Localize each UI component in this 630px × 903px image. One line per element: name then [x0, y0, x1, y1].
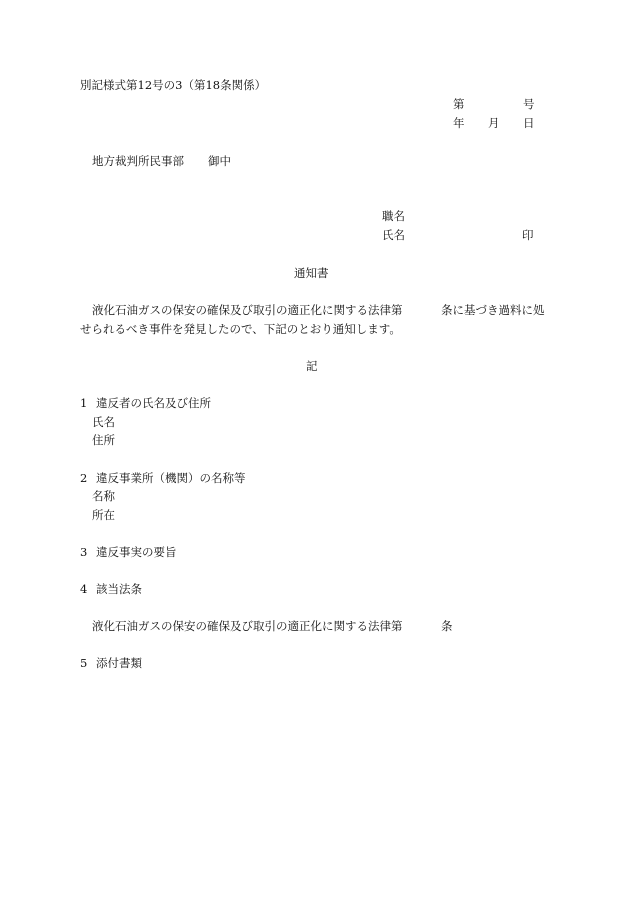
- document-title: 通知書: [294, 266, 329, 280]
- item5-label: 添付書類: [96, 656, 142, 670]
- item5-number: 5: [80, 656, 88, 670]
- item2-sub-name: 名称: [92, 489, 115, 503]
- date-month: 月: [488, 116, 500, 130]
- item4-jo: 条: [441, 619, 453, 633]
- addressee-honorific: 御中: [208, 154, 231, 168]
- number-go: 号: [523, 97, 535, 111]
- body-line2: せられるべき事件を発見したので、下記のとおり通知します。: [80, 322, 401, 336]
- item3-label: 違反事実の要旨: [96, 545, 177, 559]
- body-line1-part2: 条に基づき過料に処: [441, 303, 545, 317]
- form-header: 別記様式第12号の3（第18条関係）: [80, 78, 267, 92]
- number-dai: 第: [453, 97, 465, 111]
- item4-law-text: 液化石油ガスの保安の確保及び取引の適正化に関する法律第: [92, 619, 403, 633]
- addressee-court: 地方裁判所民事部: [92, 154, 184, 168]
- sender-title-label: 職名: [382, 209, 405, 223]
- body-line1-part1: 液化石油ガスの保安の確保及び取引の適正化に関する法律第: [92, 303, 403, 317]
- item2-sub-location: 所在: [92, 508, 115, 522]
- ki-heading: 記: [306, 359, 318, 373]
- item1-sub-name: 氏名: [92, 415, 115, 429]
- item1-number: 1: [80, 396, 88, 410]
- item2-number: 2: [80, 471, 88, 485]
- item4-number: 4: [80, 582, 88, 596]
- item3-number: 3: [80, 545, 88, 559]
- date-day: 日: [523, 116, 535, 130]
- item1-label: 違反者の氏名及び住所: [96, 396, 211, 410]
- item2-label: 違反事業所（機関）の名称等: [96, 471, 246, 485]
- item1-sub-address: 住所: [92, 433, 115, 447]
- item4-label: 該当法条: [96, 582, 142, 596]
- date-year: 年: [453, 116, 465, 130]
- sender-name-label: 氏名: [382, 228, 405, 242]
- seal-mark: 印: [522, 228, 534, 242]
